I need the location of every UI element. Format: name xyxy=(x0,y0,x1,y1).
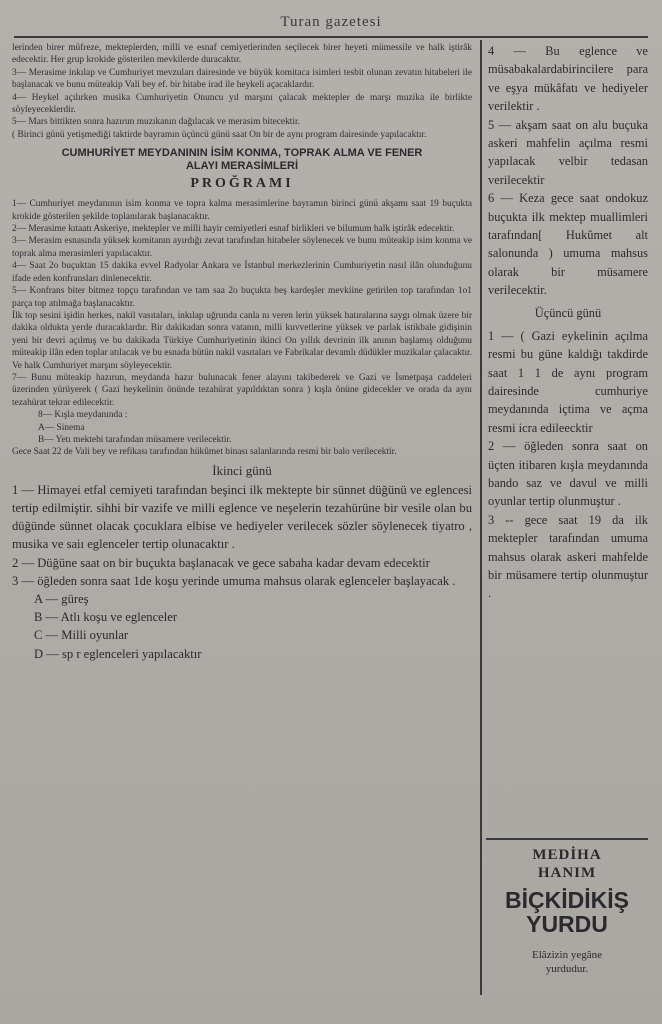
program-paragraph: 5— Konfrans biter bitmez topçu tarafından ve tam saa 2o buçukta beş kardeşler mevkiine getirilen top tarafından 1o1 parça top atılmağa başlanacaktır. xyxy=(12,286,472,309)
day2-list-item: C — Milli oyunlar xyxy=(34,628,129,643)
ad-title-line: BİÇKİDİKİŞ xyxy=(505,887,629,913)
right-block-2 xyxy=(488,327,648,603)
program-paragraph: İlk top sesini işidin herkes, nakil vasıtaları, inkılap uğrunda canla nı veren lerin yüksek hatıralarına saygı olmak üzere bir dakika oldukta yerde duracaklardır. Bir dakikadan sonra vatanın, milli kuvvetlerine yüksek ve parlak istikbale gidişinin yeni bir devri açılmış ve bu dakikada Türkiye Cumhuriyetinin ikinci On yıllık devrinin ilk anının başlamış olduğunu müteakip ilân eden toplar atılacak ve bu esnada bütün nakil vasıtaları ve Fabrikalar devamlı düdükler muzikalar çalacaktır. Ve halk Cumhuriyet marşını söyleyecektir. xyxy=(12,310,472,371)
right-paragraph: 3 -- gece saat 19 da ilk mektepler tarafından umuma mahsus olarak askeri mahfelde bir müsamere tertip olunmuştur . xyxy=(488,512,648,601)
page-header xyxy=(0,0,662,34)
program-paragraph: B— Yetı mektebi tarafından müsamere verilecektir. xyxy=(38,434,232,445)
intro-paragraph: 3— Merasime inkılap ve Cumhuriyet mevzuları dairesinde ve büyük komitaca isimleri tesbit olunan zevatın hitabeleri ile başlanacak ve bunu müteakip Vali bey ef. bir hitabe irad ile heykeli açacaklardır. xyxy=(12,67,472,91)
right-paragraph: 5 — akşam saat on alu buçuka askeri mahfelin açılma resmi yapılacak velbir tedasan verilecektir xyxy=(488,117,648,187)
ad-title-line: YURDU xyxy=(526,911,608,937)
program-paragraph: 2— Merasime kıtaatı Askeriye, mektepler ve milli hayir cemiyetleri esnaf birlikleri ve bilumum halk iştirâk edecektir. xyxy=(12,224,455,235)
program-title: PROĞRAMI xyxy=(190,176,294,192)
program-paragraph: 4— Saat 2o buçuktan 15 dakika evvel Radyolar Ankara ve İstanbul merkezlerinin Cumhuriyetin nasıl ilân olunduğunu ifade eden konfransları dinlenecektir. xyxy=(12,261,472,284)
ad-name-line: MEDİHA xyxy=(532,847,602,863)
ad-subtitle-line: Elâzizin yegâne xyxy=(532,949,602,961)
right-paragraph: 1 — ( Gazi eykelinin açılma resmi bu güne kaldığı takdirde saat 1 1 de aynı program dairesinde cumhuriye meydanında içtima ve açma resmi icra edileecktir xyxy=(488,328,648,435)
ad-title xyxy=(486,888,648,936)
ad-subtitle-line: yurdudur. xyxy=(545,963,589,975)
program-paragraph: 7— Bunu müteakip hazırun, meydanda hazır bulunacak fener alayını takibederek ve Gazi ve İsmetpaşa caddeleri üzerinden yürüyerek ( Gazi heykelinin önünde tezahürat yapıldıktan sonra ) kışla önüne gidecekler ve orada da aynı tezahürat tekrar edilecektir. xyxy=(12,372,472,408)
day2-block xyxy=(12,481,472,663)
right-paragraph: 6 — Keza gece saat ondokuz buçukta ilk mektep muallimleri tarafından[ Hukûmet alt salonunda ) umuma mahsus olarak bir müsamere verilecektir. xyxy=(488,191,648,298)
ad-rule xyxy=(486,838,648,840)
left-column xyxy=(12,42,472,1012)
newspaper-title: Turan gazetesi xyxy=(280,14,382,30)
right-block-1 xyxy=(488,42,648,300)
header-rule xyxy=(14,36,648,38)
program-paragraph: Gece Saat 22 de Vali bey ve refikası tarafından hükûmet binası salanlarında resmi bir balo verilecektir. xyxy=(12,447,397,458)
program-block xyxy=(12,198,472,459)
right-column xyxy=(488,42,648,832)
program-heading xyxy=(12,147,472,173)
right-paragraph: 4 — Bu eglence ve müsabakalardabirincilere para ve eşya mükâfatı ve hediyeler verilektir . xyxy=(488,44,648,114)
day2-list-item: B — Atlı koşu ve eglenceler xyxy=(34,610,178,625)
day2-paragraph: 1 — Himayei etfal cemiyeti tarafından beşinci ilk mektepte bir sünnet düğünü ve eglencesi tertip edilmiştir. sihhi bir vazife ve milli eglence ve neşelerin tezahürüne bir vesile olan bu düğünde sünnet olacak çocuklara elbise ve hediyeler verilecek sözler söylenecek tiyatro , musika ve saiı eglenceler tertip olunacaktır . xyxy=(12,482,472,552)
intro-block xyxy=(12,42,472,141)
intro-paragraph: ( Birinci günü yetişmediği taktirde bayramın üçüncü günü saat On bir de aynı program dairesinde yapılacaktır. xyxy=(12,129,427,140)
program-paragraph: 3— Merasim esnasında yüksek komitanın ayırdığı zevat tarafından hitabeler söylenecek ve bunu müteakip isim konma ve toprak alma merasimleri yapılacaktır. xyxy=(12,236,472,259)
intro-paragraph: 5— Mars bittikten sonra hazırun muzıkanın dağılacak ve merasim bitecektir. xyxy=(12,117,300,128)
ad-name-line: HANIM xyxy=(537,865,597,881)
program-paragraph: 8— Kışla meydanında : xyxy=(38,410,128,421)
program-paragraph: A— Sinema xyxy=(38,422,85,433)
ad-subtitle xyxy=(486,948,648,976)
day2-list-item: D — sp r eglenceleri yapılacaktır xyxy=(34,646,202,661)
day2-paragraph: 2 — Düğüne saat on bir buçukta başlanacak ve gece sabaha kadar devam edecektir xyxy=(12,555,430,570)
column-rule xyxy=(480,40,482,995)
day2-list-item: A — güreş xyxy=(34,592,89,606)
intro-paragraph: 4— Heykel açılırken musika Cumhuriyetin Onuncu yıl marşını çalacak mektepler de marşı muzika ile birlikte söyleyeceklerdir. xyxy=(12,92,472,116)
program-heading-line: ALAYI MERASİMLERİ xyxy=(185,160,299,173)
ad-name xyxy=(486,846,648,882)
program-heading-line: CUMHURİYET MEYDANININ İSİM KONMA, TOPRAK ALMA VE FENER xyxy=(61,147,423,160)
day3-title: Üçüncü günü xyxy=(534,305,602,320)
day2-title: İkinci günü xyxy=(212,462,272,478)
intro-paragraph: lerinden birer müfreze, mekteplerden, milli ve esnaf cemiyetlerinden seçilecek birer heyeti mümessile ve halk iştirâk edecektir. Her grup krokide gösterilen mevkilerde duracaktır. xyxy=(12,43,472,66)
program-paragraph: 1— Cumhuriyet meydanının isim konma ve topra kalma merasimlerine bayramın birinci günü akşamı saat 19 buçukta krokide gösterilen şekilde toplanılarak başlanacaktır. xyxy=(12,199,472,222)
right-paragraph: 2 — öğleden sonra saat on üçten itibaren kışla meydanında bando saz ve davul ve milli oyunlar tertip olunmuştur . xyxy=(488,439,648,509)
advertisement xyxy=(486,846,648,1006)
day2-paragraph: 3 — öğleden sonra saat 1de koşu yerinde umuma mahsus olarak eglenceler başlayacak . xyxy=(12,573,456,588)
